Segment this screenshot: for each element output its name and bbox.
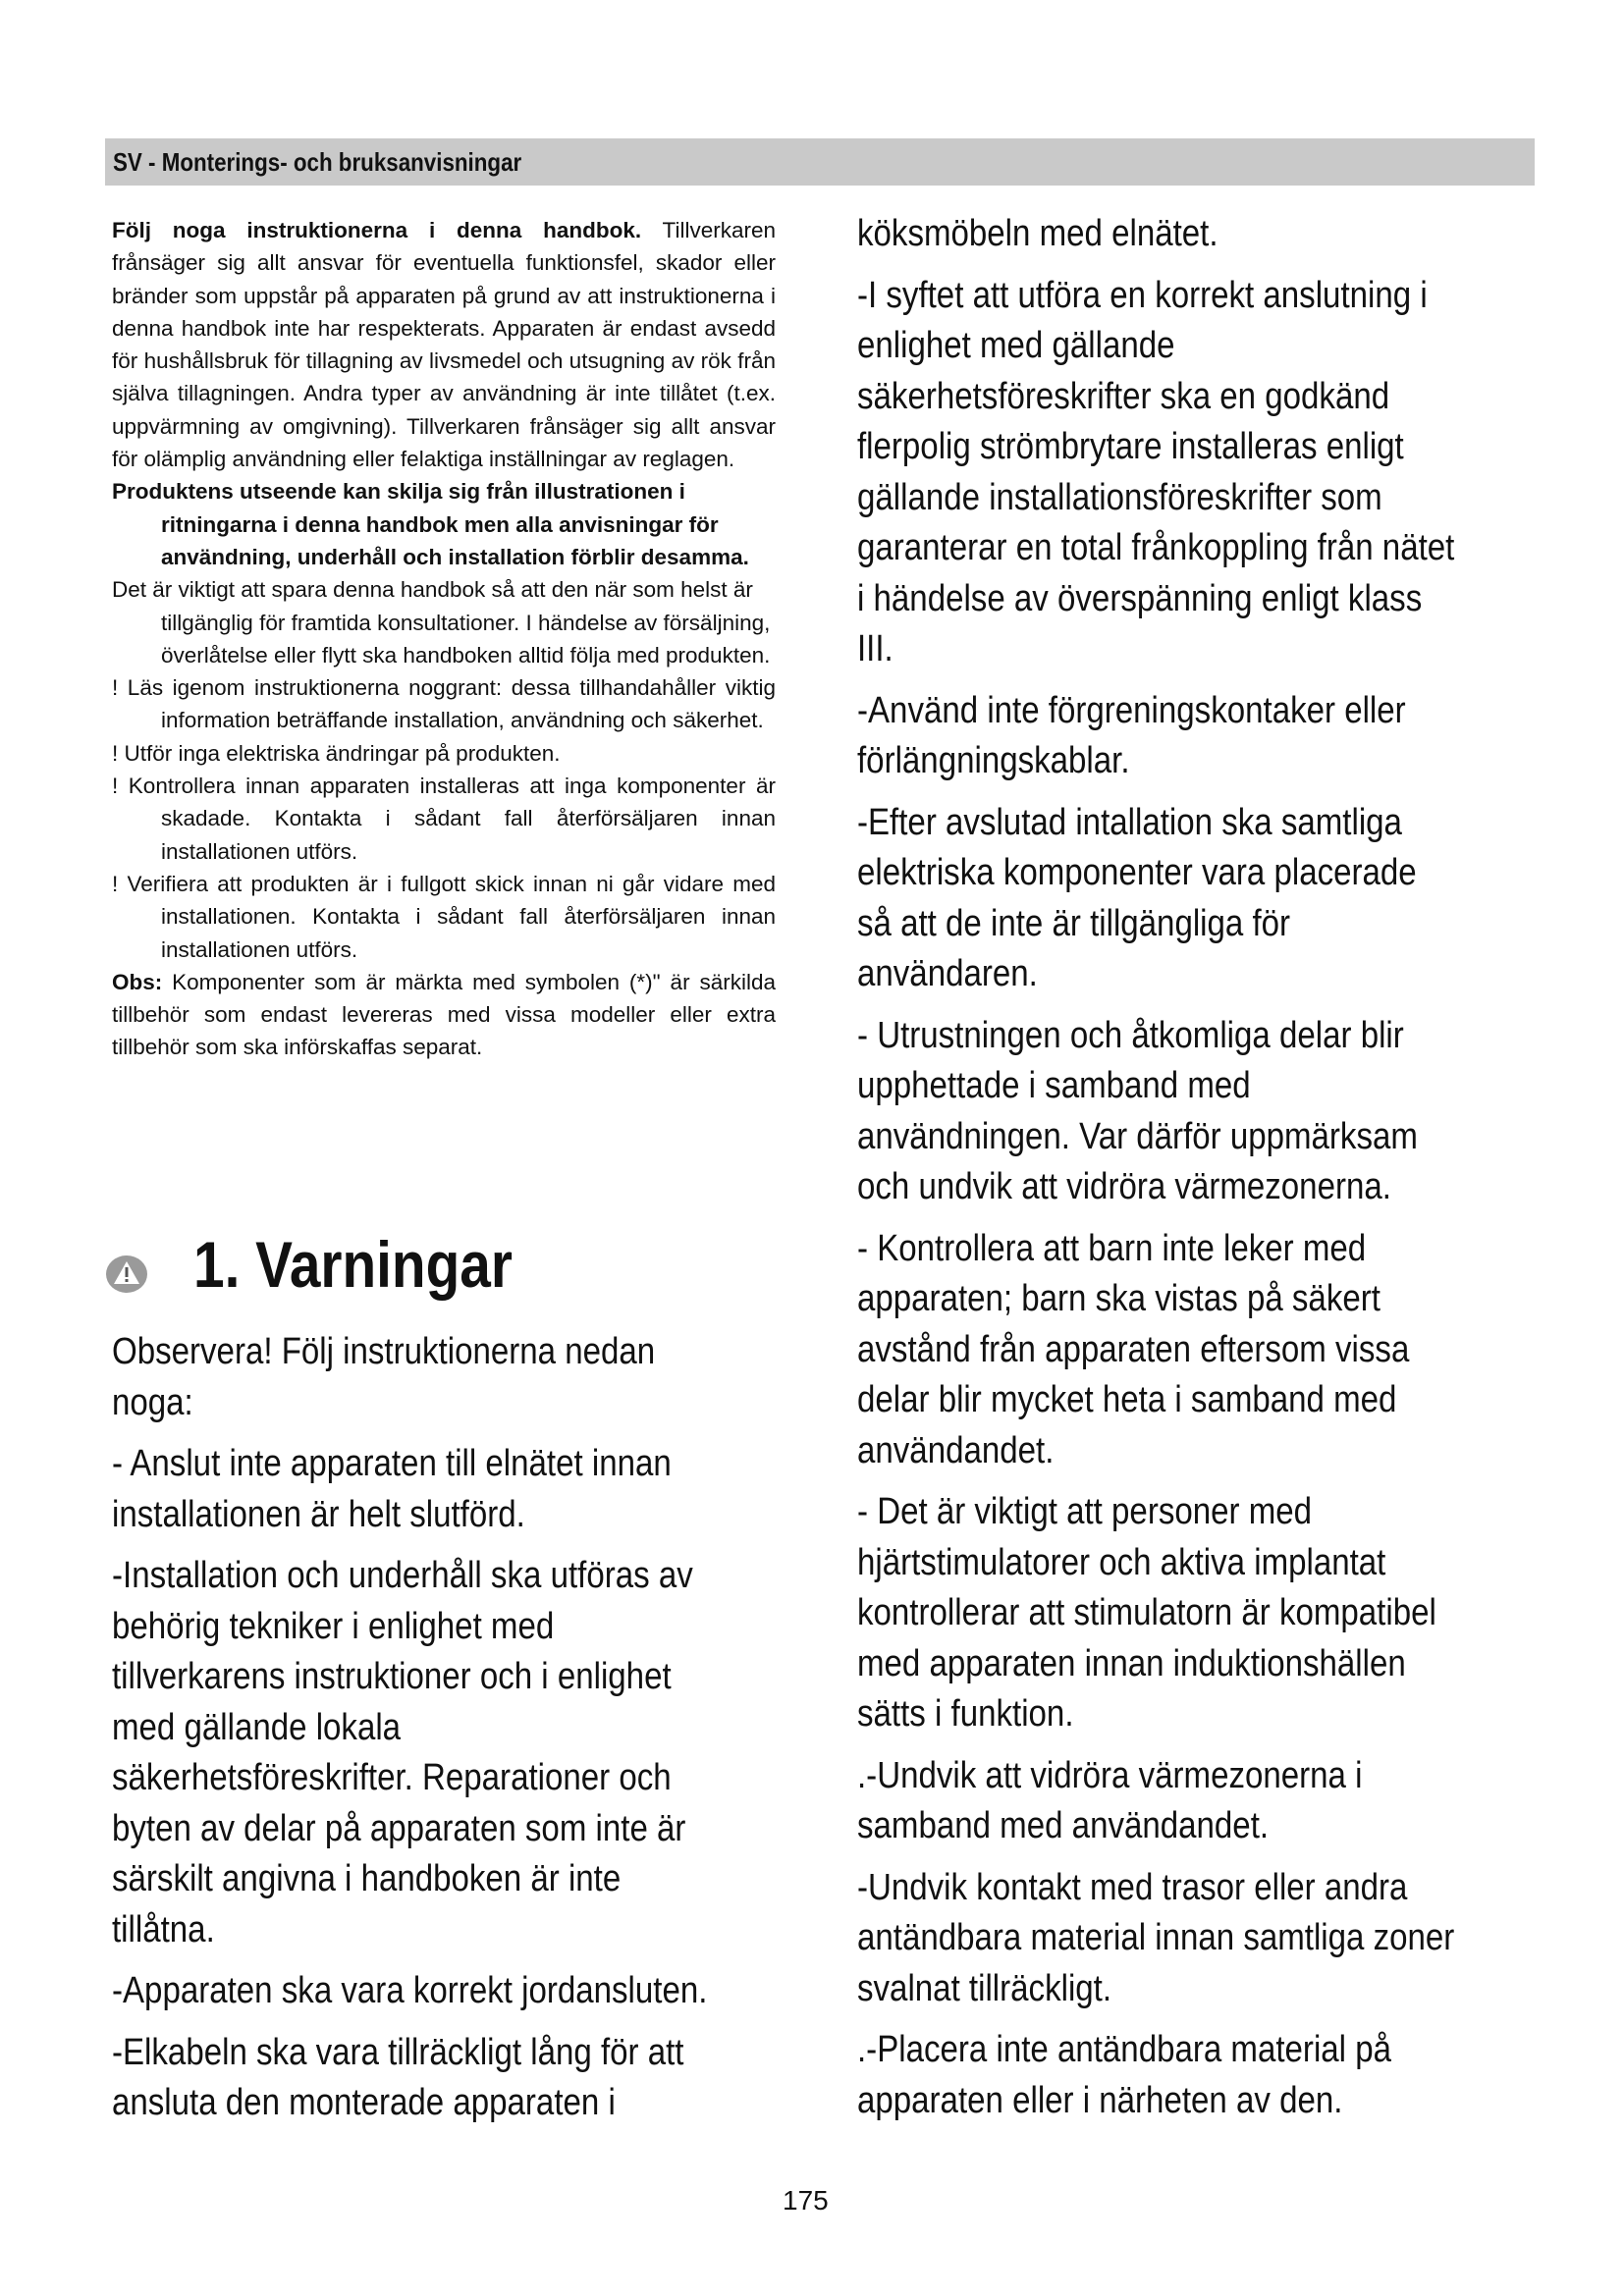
intro-paragraph-2 [112,475,776,573]
text-line: apparaten eller i närheten av den. [857,2079,1343,2121]
text-line: användandet. [857,1429,1055,1471]
text-line: -Undvik kontakt med trasor eller andra [857,1866,1408,1908]
text-line: byten av delar på apparaten som inte är [112,1807,686,1849]
intro-text [112,214,776,1064]
text-line: - Utrustningen och åtkomliga delar blir [857,1014,1404,1056]
text-line: .-Placera inte antändbara material på [857,2029,1391,2070]
text-line: säkerhetsföreskrifter ska en godkänd [857,375,1390,417]
intro-paragraph-2-text: Produktens utseende kan skilja sig från illustrationen i ritningarna i denna handbok men alla anvisningar för användning, underhåll och installation förblir desamma. [112,479,749,569]
warning-paragraph [857,1487,1564,1740]
text-line: sätts i funktion. [857,1693,1074,1735]
text-line: användaren. [857,953,1038,994]
intro-paragraph-3: Det är viktigt att spara denna handbok så att den när som helst är tillgänglig för framtida konsultationer. I händelse av försäljning, överlåtelse eller flytt ska handboken alltid följa med produkten. [112,577,771,667]
text-line: garanterar en total frånkoppling från nätet [857,527,1455,568]
text-line: med apparaten innan induktionshällen [857,1642,1406,1684]
intro-bullet: ! Utför inga elektriska ändringar på produkten. [112,740,561,766]
text-line: så att de inte är tillgängliga för [857,902,1291,944]
text-line: särskilt angivna i handboken är inte [112,1858,622,1899]
text-line: avstånd från apparaten eftersom vissa [857,1328,1410,1370]
warning-paragraph [857,1224,1564,1477]
text-line: apparaten; barn ska vistas på säkert [857,1278,1380,1319]
warning-paragraph [112,1966,799,2017]
intro-paragraph-1-text: Tillverkaren frånsäger sig allt ansvar för eventuella funktionsfel, skador eller bränder som uppstår på apparaten på grund av att instruktionerna i denna handbok inte har respekterats. Apparaten är endast avsedd för hushållsbruk för tillagning av livsmedel och utsugning av rök från själva tillagningen. Andra typer av användning är inte tillåtet (t.ex. uppvärmning av omgivning). Tillverkaren frånsäger sig allt ansvar för olämplig användning eller felaktiga inställningar av reglagen. [112,218,776,472]
text-line: köksmöbeln med elnätet. [857,213,1218,254]
text-line: .-Undvik att vidröra värmezonerna i [857,1754,1363,1796]
text-line: kontrollerar att stimulatorn är kompatibel [857,1592,1436,1633]
intro-bold-lead: Följ noga instruktionerna i denna handbok. [112,218,642,242]
text-line: enlighet med gällande [857,325,1175,366]
right-column [857,209,1564,2137]
text-line: -Apparaten ska vara korrekt jordansluten. [112,1970,708,2011]
text-line: elektriska komponenter vara placerade [857,852,1417,893]
text-line: upphettade i samband med [857,1065,1251,1106]
text-line: - Det är viktigt att personer med [857,1491,1313,1532]
section-title: 1. Varningar [193,1228,513,1301]
section-header-bar [105,138,1535,186]
text-line: -Efter avslutad intallation ska samtliga [857,801,1402,843]
text-line: användningen. Var därför uppmärksam [857,1115,1418,1157]
warning-paragraph [112,1327,799,1428]
text-line: gällande installationsföreskrifter som [857,476,1382,518]
intro-bullet: ! Kontrollera innan apparaten installeras att inga komponenter är skadade. Kontakta i sådant fall återförsäljaren innan installationen utförs. [112,774,776,864]
text-line: tillåtna. [112,1908,215,1950]
text-line: III. [857,628,893,669]
header-title: SV - Monterings- och bruksanvisningar [113,147,522,177]
text-line: - Anslut inte apparaten till elnätet innan [112,1443,672,1484]
warning-paragraph [857,1011,1564,1213]
warning-triangle-icon [105,1253,148,1296]
text-line: installationen är helt slutförd. [112,1493,525,1535]
text-line: -Elkabeln ska vara tillräckligt lång för att [112,2031,684,2073]
text-line: -I syftet att utföra en korrekt anslutning i [857,274,1428,316]
page-number: 175 [783,2185,829,2216]
intro-bullet: ! Läs igenom instruktionerna noggrant: dessa tillhandahåller viktig information beträffande installation, användning och säkerhet. [112,675,776,733]
warning-paragraph [857,798,1564,1000]
text-line: i händelse av överspänning enligt klass [857,577,1423,619]
text-line: och undvik att vidröra värmezonerna. [857,1166,1391,1207]
text-line: hjärtstimulatorer och aktiva implantat [857,1541,1386,1583]
text-line: behörig tekniker i enlighet med [112,1605,555,1647]
text-line: ansluta den monterade apparaten i [112,2082,616,2123]
text-line: flerpolig strömbrytare installeras enligt [857,426,1404,467]
text-line: säkerhetsföreskrifter. Reparationer och [112,1757,672,1798]
text-line: noga: [112,1381,193,1423]
text-line: delar blir mycket heta i samband med [857,1379,1397,1420]
warning-paragraph [112,1551,799,1955]
obs-note [112,966,776,1064]
warning-paragraph [112,2028,799,2129]
text-line: svalnat tillräckligt. [857,1967,1112,2009]
warning-paragraph [857,686,1564,787]
warning-paragraph [857,271,1564,675]
warning-paragraph [112,1439,799,1540]
obs-label: Obs: [112,969,163,994]
text-line: tillverkarens instruktioner och i enlighet [112,1656,672,1697]
text-line: Observera! Följ instruktionerna nedan [112,1331,656,1372]
warning-paragraph [857,1863,1564,2015]
text-line: förlängningskablar. [857,740,1130,781]
text-line: -Använd inte förgreningskontaker eller [857,689,1406,731]
warning-paragraph [857,209,1564,260]
warning-paragraph [857,1751,1564,1852]
text-line: -Installation och underhåll ska utföras av [112,1555,693,1596]
text-line: med gällande lokala [112,1706,402,1748]
text-line: - Kontrollera att barn inte leker med [857,1227,1367,1269]
text-line: antändbara material innan samtliga zoner [857,1917,1455,1958]
warning-paragraph [857,2025,1564,2126]
intro-paragraph-1 [112,214,776,475]
text-line: samband med användandet. [857,1805,1270,1846]
left-column [112,1327,799,2140]
obs-text: Komponenter som är märkta med symbolen (*)" är särkilda tillbehör som endast levereras med vissa modeller eller extra tillbehör som ska införskaffas separat. [112,969,776,1060]
intro-bullet: ! Verifiera att produkten är i fullgott skick innan ni går vidare med installationen. Kontakta i sådant fall återförsäljaren innan installationen utförs. [112,871,776,962]
